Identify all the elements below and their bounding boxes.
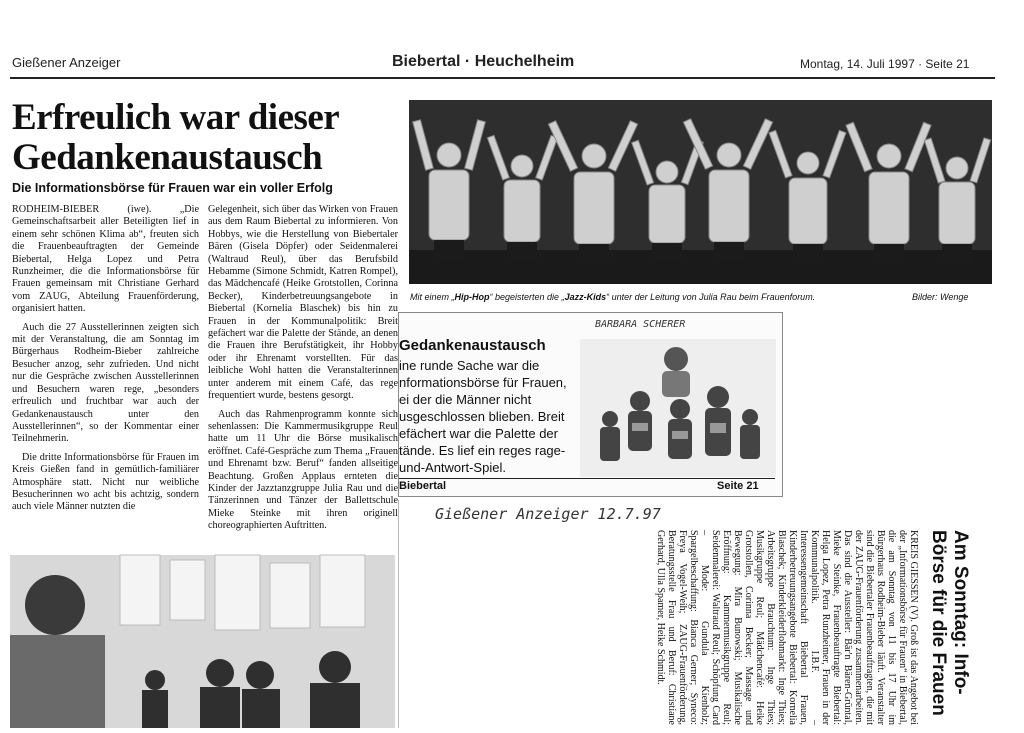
article-column-1 xyxy=(12,204,199,513)
paragraph: Auch das Rahmenprogramm konnte sich sehenlassen: Die Kammermusikgruppe Reul hatte um 11 Uhr die Börse musikalisch eröffnet. Café-Gespräche zum Thema „Frauen und Ehrenamt bzw. Beruf“ fanden allseitige Beachtung. Großen Applaus ernteten die Kinder der Jazztanzgruppe Julia Rau und die Tänzerinnen und Tänzer der Ballettschule Mieke Steinke mit ihren originell choreographierten Auftritten. xyxy=(208,408,398,532)
visitors-illustration xyxy=(10,555,395,728)
clipping-gedankenaustausch xyxy=(398,312,783,497)
photo-dancers-caption xyxy=(410,292,890,302)
photo-visitors xyxy=(10,555,395,728)
info-boerse-head: Am Sonntag: Info-Börse für die Frauen xyxy=(928,530,971,716)
caption-text: “ unter der Leitung von Julia Rau beim Frauenforum. xyxy=(606,292,816,302)
headline-line-1: Erfreulich war dieser xyxy=(12,97,340,138)
paragraph: Gelegenheit, sich über das Wirken von Frauen aus dem Raum Biebertal zu informieren. Von Hobbys, wie die Herstellung von Biebertaler Bären (Gisela Döpfer) oder Seidenmalerei (Waltraud Reul), über das Berufsbild Hebamme (Simone Schmidt, Katren Rompel), das Mädchencafé (Heike Grotstollen, Corinna Becker), Kinderbetreuungsangebote in Biebertal (Kornelia Blaschek) bis hin zu Frauen in der Kommunalpolitik: Breit gefächert war die Palette der Stände, an denen die Frauen ihre Berufstätigkeit, ihr Hobby oder ihr Ehrenamt vorstellten. Für das leibliche Wohl hatten die Veranstalterinnen unter anderem mit einem Café, das rege frequentiert wurde, bestens gesorgt. xyxy=(208,204,398,402)
clipping-footer-left: Biebertal xyxy=(399,480,447,492)
article-column-2 xyxy=(208,204,398,532)
photo-credit: Bilder: Wenge xyxy=(912,292,969,302)
dancers-illustration xyxy=(409,100,992,284)
subhead: Die Informationsbörse für Frauen war ein voller Erfolg xyxy=(12,181,333,195)
paragraph: RODHEIM-BIEBER (iwe). „Die Gemeinschaftsarbeit aller Beteiligten lief in einem sehr schönen Klima ab“, freuten sich die Frauenbeauftragten der Gemeinde Biebertal, Helga Lopez und Petra Runzheimer, die die Informationsbörse für Frauen gemeinsam mit Christiane Gerhard vom ZAUG, Abteilung Frauenförderung, organisiert hatten. xyxy=(12,204,199,315)
dolls-illustration xyxy=(580,339,776,477)
handwritten-source: Gießener Anzeiger 12.7.97 xyxy=(435,505,661,523)
handwritten-name: BARBARA SCHERER xyxy=(595,319,686,330)
photo-dolls xyxy=(580,339,776,477)
caption-text: “ begeisterten die „ xyxy=(489,292,565,302)
clipping-text: ine runde Sache war die nformationsbörse für Frauen, ei der die Männer nicht usgeschlossen blieben. Breit efächert war die Palette der tände. Es lief ein reges rage-und-Antwort-Spiel. xyxy=(399,358,567,475)
caption-emphasis: Hip-Hop xyxy=(454,292,490,302)
caption-emphasis: Jazz-Kids xyxy=(564,292,607,302)
masthead-section: Biebertal · Heuchelheim xyxy=(392,53,575,70)
clipping-footer-right: Seite 21 xyxy=(717,480,759,492)
masthead-rule xyxy=(10,77,995,79)
headline-line-2: Gedankenaustausch xyxy=(12,137,323,178)
caption-text: Mit einem „ xyxy=(410,292,455,302)
clipping-footer-rule xyxy=(399,478,775,479)
clipping-head: Gedankenaustausch xyxy=(399,337,546,354)
paragraph: Die dritte Informationsbörse für Frauen im Kreis Gießen fand in gemütlich-familiärer Atmosphäre statt. Nicht nur weibliche Besucherinnen wo acht bis achtzig, sondern auch viele Männer nutzten die xyxy=(12,451,199,513)
headline xyxy=(12,98,407,178)
masthead-paper: Gießener Anzeiger xyxy=(12,55,121,70)
paragraph: Auch die 27 Ausstellerinnen zeigten sich mit der Veranstaltung, die am Sonntag im Bürgerhaus Rodheim-Bieber zahlreiche Besucher anzog, sehr zufrieden. Und nicht nur die Gespräche zwischen Ausstellerinnen und Besuchern waren rege, „besonders erfreulich und fruchtbar war auch der Gedankenaustausch unter den Ausstellerinnen“, so der Kommentar einer Teilnehmerin. xyxy=(12,321,199,445)
clipping-info-boerse xyxy=(398,500,999,728)
masthead-date: Montag, 14. Juli 1997 · Seite 21 xyxy=(800,57,970,71)
photo-dancers xyxy=(409,100,992,284)
info-boerse-text: KREIS GIESSEN (V). Groß ist das Angebot bei der „Informationsbörse für Frauen“ in Biebertal, die am Sonntag von 11 bis 17 Uhr im Bürgerhaus Rodheim-Bieber läuft. Veranstalter sind die Biebertaler Frauenbeauftragten, die mit der ZAUG-Frauenförderung zusammenarbeiten. Das sind die Aussteller: Bär'n Bären-Grüntal, Mieke Steinke, Frauenbeauftragte Biebertal: Helga Lopez, Petra Runzheimer, Frauen in der Kommunalpolitik. I.B.F. – Interessengemeinschaft Biebertal Frauen, Kinderbetreuungsangebote Biebertal: Kornelia Blaschek; Kinderkleiderflohmarkt: Inge Thies; Arbeitsgruppe Brauchtum: Inge Thies; Musikgruppe Reul; Mädchencafé: Heike Grotstollen, Corinna Becker; Massage und Bewegung: Mira Bunowski; Musikalische Eröffnung: Kammermusikgruppe Reul; Seidenmalerei: Waltraud Reul; Schöpfung Card – Mode: Gundula Kienholz; Spargelbeschaffung: Bianca Gerner; Syneco: Freya Vogel-Weih; ZAUG-Frauenförderung, Beratungsstelle Frau und Beruf: Christiane Gerhard, Ulla Spamer, Heike Schmidt. xyxy=(655,530,919,725)
